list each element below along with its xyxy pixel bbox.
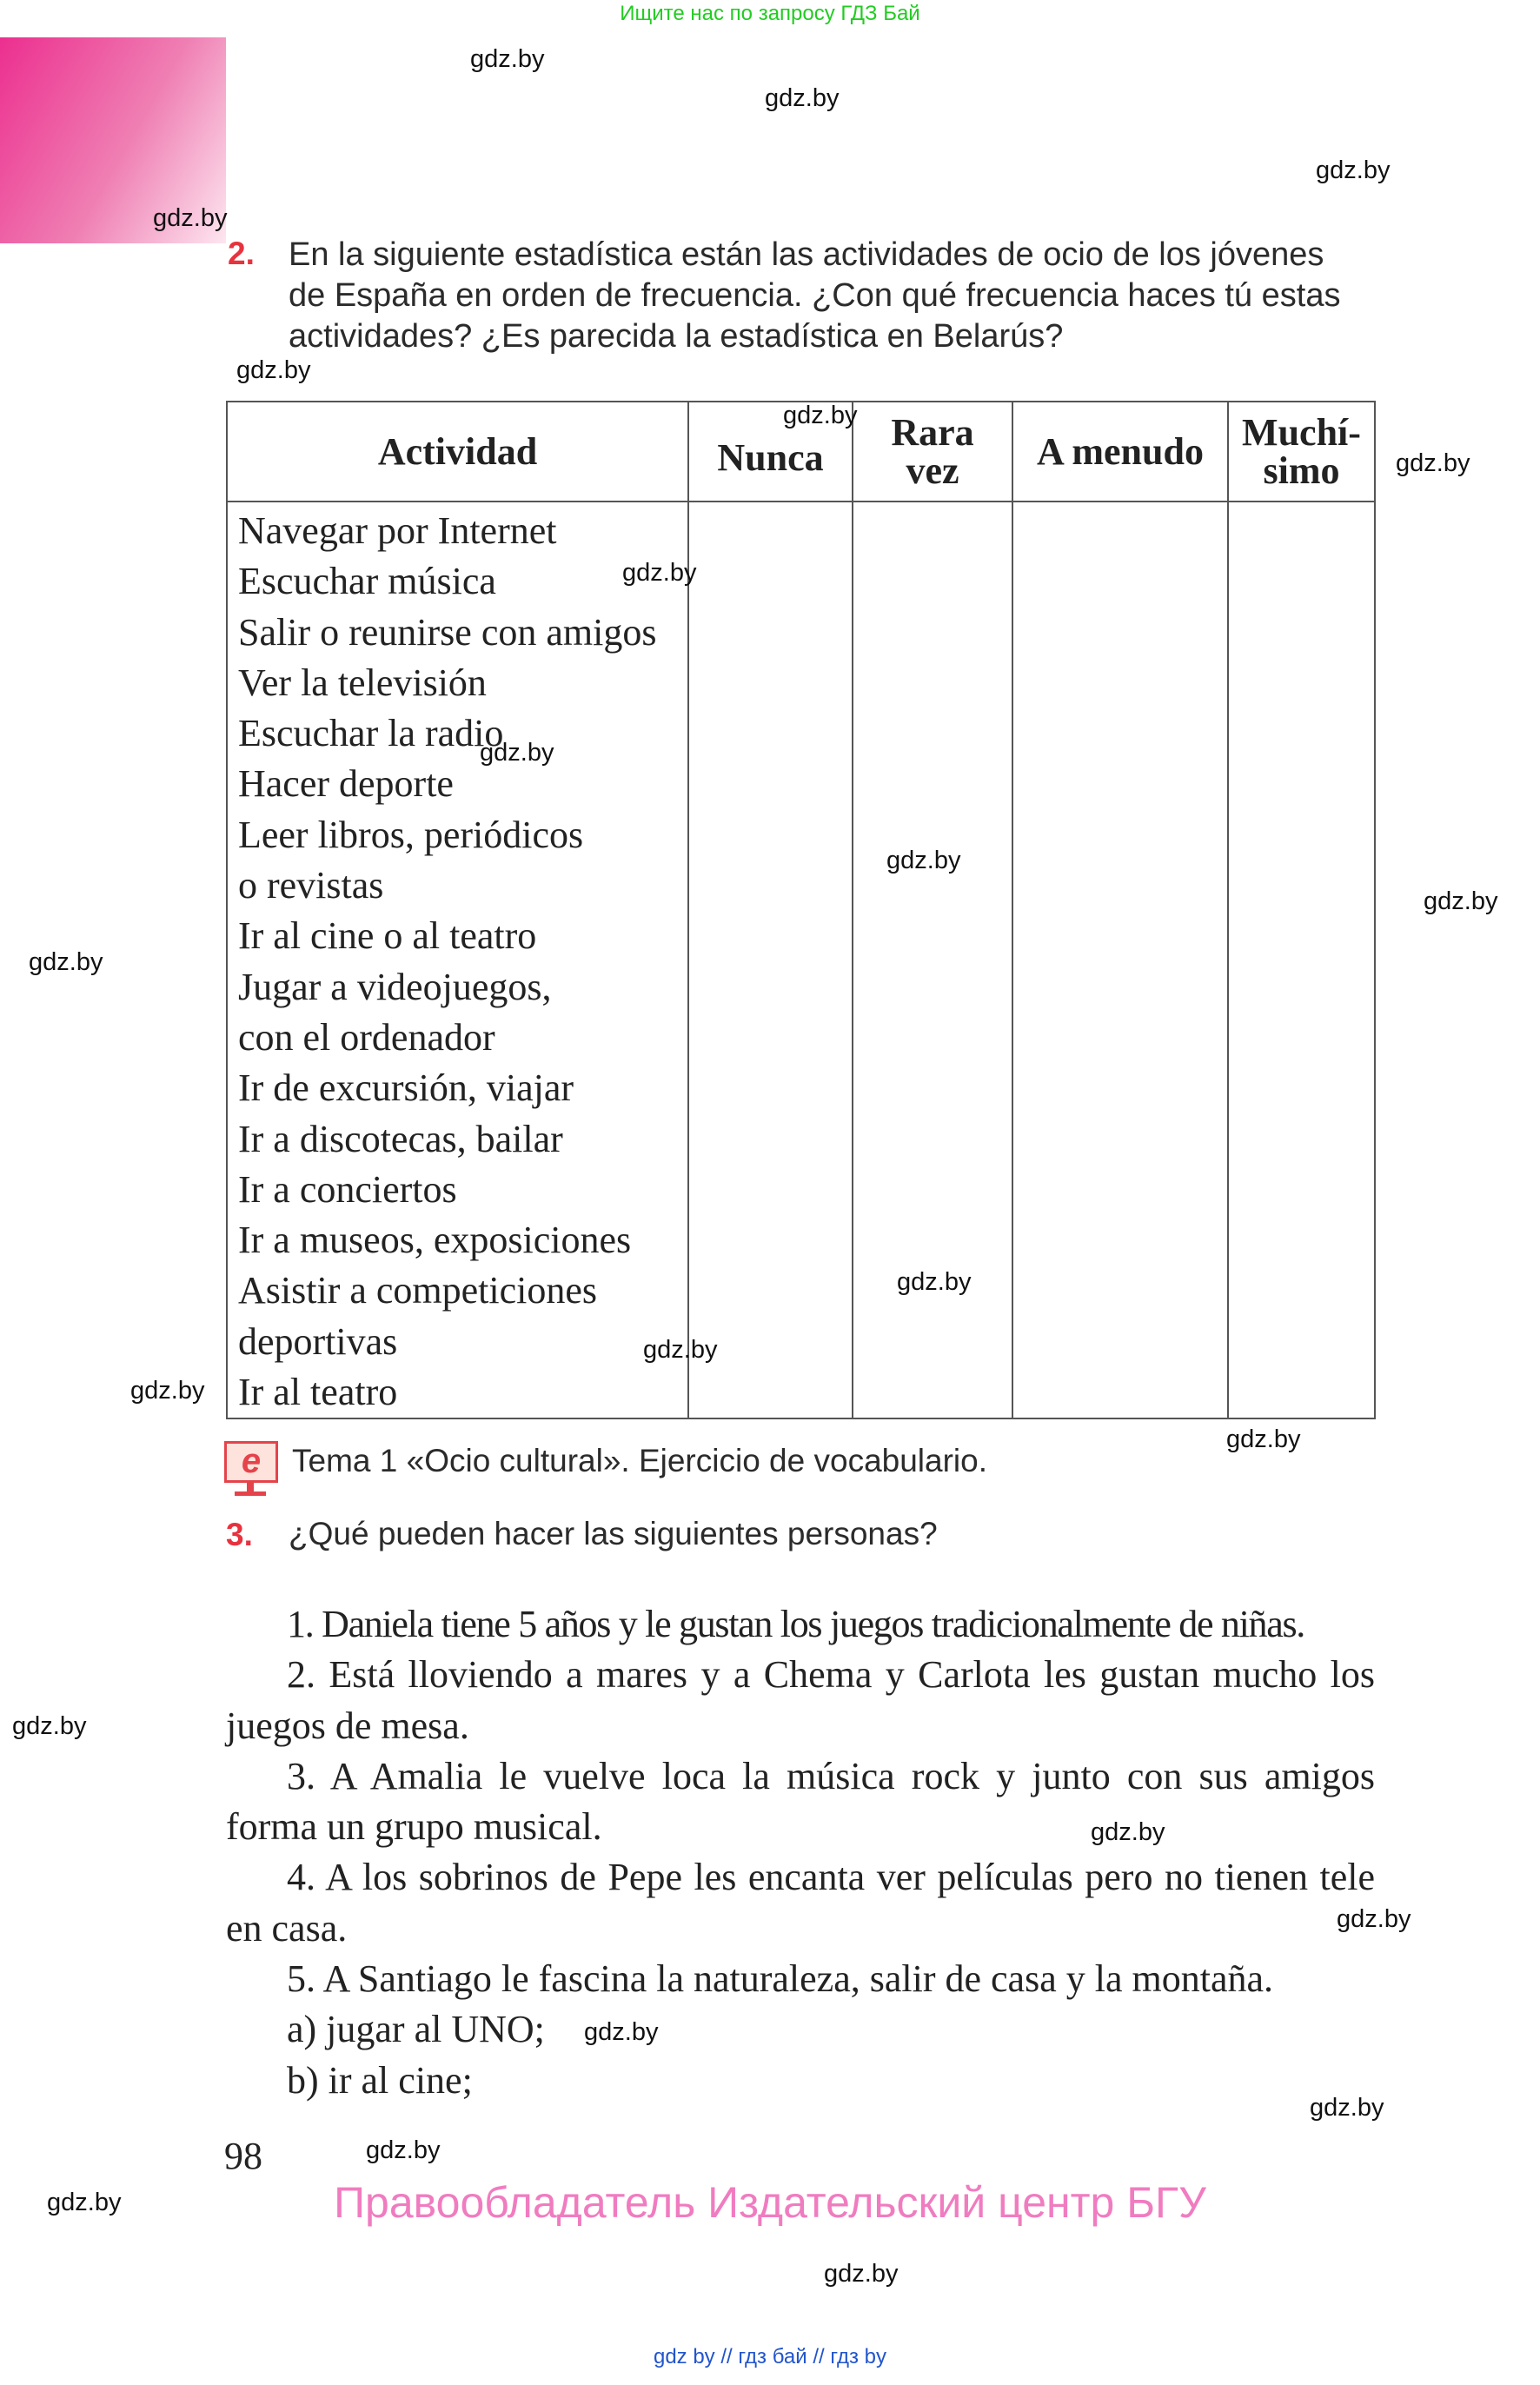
watermark: gdz.by [153,204,228,232]
watermark: gdz.by [824,2260,899,2288]
activity-item: Asistir a competiciones [238,1269,598,1312]
activity-item: Ir al teatro [238,1371,398,1414]
watermark: gdz.by [47,2189,122,2216]
activity-item: Navegar por Internet [238,509,557,552]
exercise-3-question: ¿Qué pueden hacer las siguientes personas? [289,1516,938,1551]
bottom-links[interactable]: gdz by // гдз бай // гдз by [653,2345,887,2368]
activity-item: Leer libros, periódicos [238,813,584,856]
header-a-menudo: A menudo [1012,402,1228,502]
exercise-2-text [289,235,1377,357]
e-resource-icon[interactable]: e [224,1441,280,1495]
watermark: gdz.by [1091,1818,1165,1846]
activity-item: Ir de excursión, viajar [238,1066,574,1110]
header-actividad: Actividad [227,402,688,502]
exercise-item: 3. A Amalia le vuelve loca la música rock y junto con sus amigos forma un grupo musical. [226,1754,1375,1849]
watermark: gdz.by [643,1336,718,1364]
exercise-item: 4. A los sobrinos de Pepe les encanta ver películas pero no tienen tele en casa. [226,1856,1375,1950]
header-nunca: Nunca [688,402,853,502]
activity-item: Jugar a videojuegos, [238,965,552,1008]
activity-item: Salir o reunirse con amigos [238,610,657,654]
activity-item: Ver la televisión [238,661,487,704]
watermark: gdz.by [12,1712,87,1740]
watermark: gdz.by [480,739,554,767]
exercise-2-number: 2. [228,236,255,271]
watermark: gdz.by [765,84,840,112]
watermark: gdz.by [130,1377,205,1405]
header-rara-vez: Rara vez [853,402,1012,502]
nunca-column [688,502,853,1418]
activity-item: Ir a museos, exposiciones [238,1219,632,1262]
activity-item: Ir a conciertos [238,1167,457,1211]
activity-item: Ir a discotecas, bailar [238,1117,563,1160]
search-hint: Ищите нас по запросу ГДЗ Бай [620,2,920,25]
exercise-2-line: actividades? ¿Es parecida la estadística en Belarús? [289,318,1064,355]
e-resource-link[interactable]: Tema 1 «Ocio cultural». Ejercicio de vocabulario. [292,1443,987,1478]
activity-item: Hacer deporte [238,762,454,806]
exercise-2-line: En la siguiente estadística están las actividades de ocio de los jóvenes [289,236,1324,273]
exercise-item: 2. Está lloviendo a mares y a Chema y Carlota les gustan mucho los juegos de mesa. [226,1653,1375,1747]
activities-table [226,401,1376,1419]
activity-item: Escuchar música [238,560,496,603]
watermark: gdz.by [897,1268,972,1296]
copyright-footer: Правообладатель Издательский центр БГУ [334,2178,1206,2227]
watermark: gdz.by [584,2018,659,2046]
activity-list [227,502,688,1418]
watermark: gdz.by [886,847,961,874]
watermark: gdz.by [29,948,103,976]
activity-item: con el ordenador [238,1015,495,1059]
watermark: gdz.by [236,356,311,384]
header-muchisimo: Muchí- simo [1228,402,1375,502]
activity-item: Ir al cine o al teatro [238,914,537,958]
muchisimo-column [1228,502,1375,1418]
activity-item: deportivas [238,1319,398,1363]
watermark: gdz.by [1396,449,1470,477]
watermark: gdz.by [470,45,545,73]
answer-option: b) ir al cine; [287,2058,473,2102]
exercise-3-items [226,1599,1375,2106]
watermark: gdz.by [1316,156,1391,184]
watermark: gdz.by [622,559,697,587]
exercise-item: 1. Daniela tiene 5 años y le gustan los juegos tradicionalmente de niñas. [287,1603,1304,1645]
watermark: gdz.by [1226,1425,1301,1453]
watermark: gdz.by [1337,1905,1411,1933]
watermark: gdz.by [1310,2094,1384,2122]
watermark: gdz.by [783,402,858,429]
exercise-2-line: de España en orden de frecuencia. ¿Con qué frecuencia haces tú estas [289,277,1341,314]
watermark: gdz.by [1424,887,1498,915]
exercise-3-number: 3. [226,1517,253,1552]
activity-item: Escuchar la radio [238,712,504,755]
a-menudo-column [1012,502,1228,1418]
watermark: gdz.by [366,2136,441,2164]
page-number: 98 [224,2135,262,2177]
exercise-item: 5. A Santiago le fascina la naturaleza, salir de casa y la montaña. [287,1957,1273,2001]
activity-item: o revistas [238,864,384,907]
answer-option: a) jugar al UNO; [287,2008,545,2051]
